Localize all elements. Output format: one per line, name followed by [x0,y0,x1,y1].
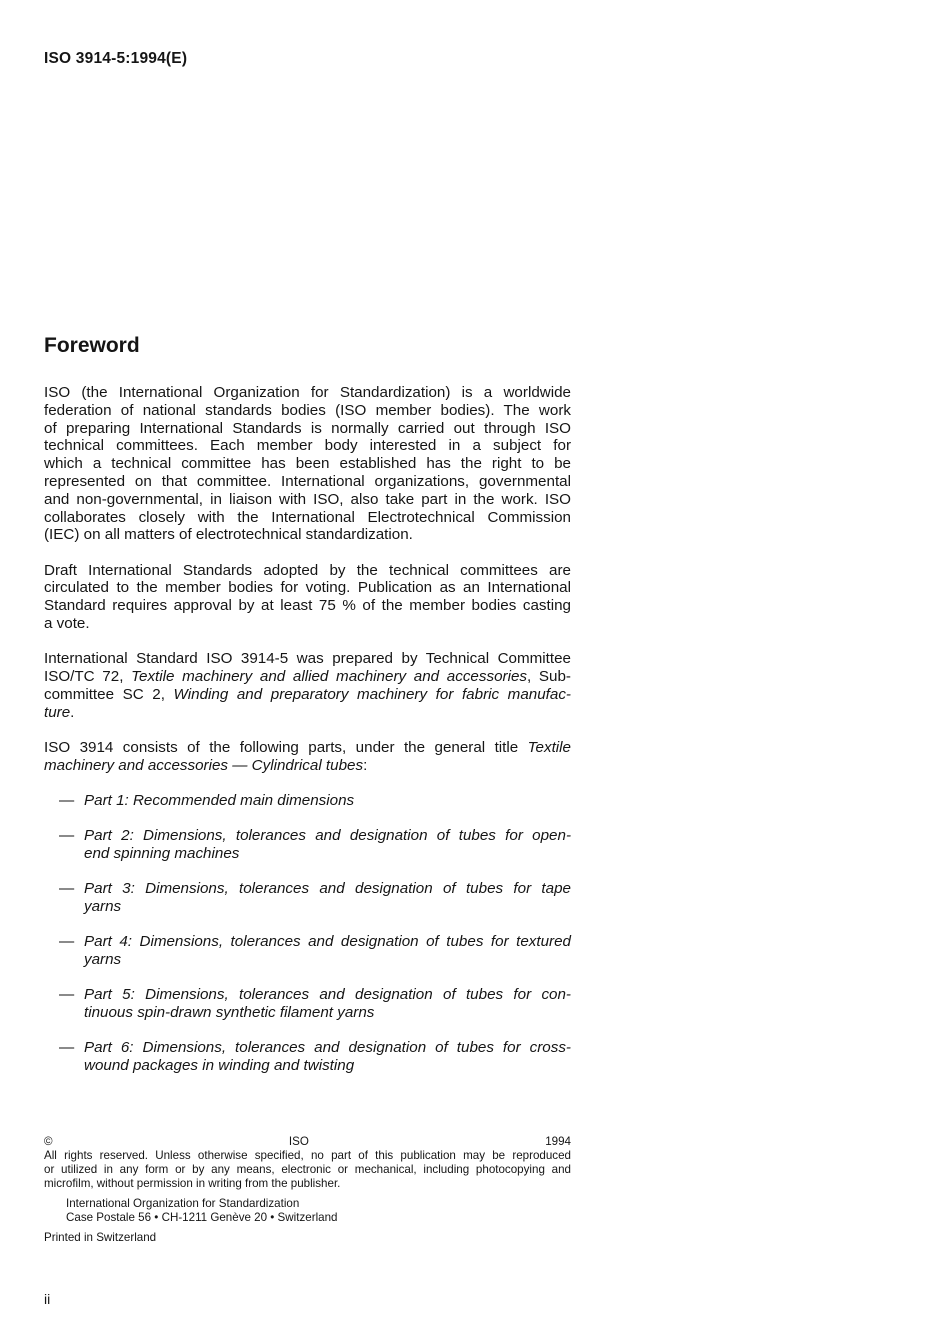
list-item [44,880,571,916]
italic-text: end spinning machines [84,844,240,862]
list-item [44,986,571,1022]
list-item [44,1039,571,1075]
text-span: Draft International Standards adopted by the technical committees are [44,561,571,579]
list-item [44,792,571,810]
list-dash: — [59,791,75,809]
italic-text: yarns [84,950,122,968]
italic-text: Part 3: Dimensions, tolerances and designation of tubes for tape [84,879,571,897]
document-id-header: ISO 3914-5:1994(E) [44,50,188,67]
text-span: ISO/TC 72, [44,667,132,685]
printed-in: Printed in Switzerland [44,1231,157,1244]
page-number: ii [44,1291,51,1307]
list-dash: — [59,879,75,897]
paragraph [44,384,571,544]
italic-text: ture [44,703,71,721]
text-span: represented on that committee. International organizations, governmental [44,472,571,490]
text-line [44,437,571,455]
text-line [44,473,571,491]
text-span: , Sub- [527,667,571,685]
list-dash: — [59,985,75,1003]
italic-text: Part 6: Dimensions, tolerances and designation of tubes for cross- [84,1038,571,1056]
copyright-line: © ISO 1994 [44,1135,571,1148]
italic-text: Winding and preparatory machinery for fabric manufac- [173,685,571,703]
list-item [44,827,571,863]
text-line [44,402,571,420]
rights-line: microfilm, without permission in writing from the publisher. [44,1177,341,1190]
list-item [44,933,571,969]
italic-text: machinery and accessories — Cylindrical tubes [44,756,364,774]
text-span: which a technical committee has been established has the right to be [44,455,571,473]
text-span: : [363,756,368,774]
text-line [44,579,571,597]
text-line [84,792,571,810]
text-span: federation of national standards bodies (ISO member bodies). The work [44,401,571,419]
paragraph [44,650,571,721]
italic-text: Part 5: Dimensions, tolerances and designation of tubes for con- [84,985,571,1003]
text-line [44,562,571,580]
italic-text: yarns [84,897,122,915]
list-dash: — [59,1038,75,1056]
text-span: circulated to the member bodies for voting. Publication as an International [44,579,571,597]
text-line [44,615,571,633]
text-line [84,880,571,898]
text-span: (IEC) on all matters of electrotechnical standardization. [44,526,413,544]
italic-text: Part 2: Dimensions, tolerances and designation of tubes for open- [84,826,571,844]
paragraph [44,739,571,775]
paragraphs [44,384,571,774]
paragraph [44,562,571,633]
text-span: Standard requires approval by at least 75 % of the member bodies casting [44,597,571,615]
text-line [44,704,571,722]
address-line: International Organization for Standardization [66,1197,300,1210]
rights-line: or utilized in any form or by any means, electronic or mechanical, including photocopying and [44,1163,571,1176]
text-line [84,1057,571,1075]
list-dash: — [59,932,75,950]
page-title: Foreword [44,334,140,357]
text-line [44,491,571,509]
italic-text: Part 4: Dimensions, tolerances and designation of tubes for textured [84,932,571,950]
text-line [44,420,571,438]
text-span: collaborates closely with the International Electrotechnical Commission [44,508,571,526]
list-dash: — [59,826,75,844]
text-span: ISO 3914 consists of the following parts, under the general title [44,738,528,756]
text-line [44,455,571,473]
text-line [44,668,571,686]
foreword-body [44,384,571,1092]
text-span: ISO (the International Organization for Standardization) is a worldwide [44,384,571,401]
italic-text: wound packages in winding and twisting [84,1056,355,1074]
text-span: committee SC 2, [44,685,174,703]
italic-text: Textile [527,738,571,756]
text-line [44,686,571,704]
text-line [44,509,571,527]
text-line [44,757,571,775]
copyright-notice [44,1135,571,1245]
text-line [84,1004,571,1022]
italic-text: tinuous spin-drawn synthetic filament yarns [84,1003,375,1021]
text-line [44,526,571,544]
italic-text: Textile machinery and allied machinery and accessories [131,667,527,685]
text-span: technical committees. Each member body interested in a subject for [44,437,571,455]
text-line [84,986,571,1004]
text-line [44,384,571,402]
text-span: International Standard ISO 3914-5 was prepared by Technical Committee [44,650,571,668]
text-span: a vote. [44,614,90,632]
text-span: of preparing International Standards is normally carried out through ISO [44,419,571,437]
text-line [84,827,571,845]
text-line [84,845,571,863]
text-line [44,597,571,615]
text-line [84,951,571,969]
text-line [84,1039,571,1057]
text-line [84,933,571,951]
text-line [44,650,571,668]
italic-text: Part 1: Recommended main dimensions [84,791,355,809]
rights-line: All rights reserved. Unless otherwise specified, no part of this publication may be reproduced [44,1149,571,1162]
text-span: . [70,703,75,721]
text-span: and non-governmental, in liaison with ISO, also take part in the work. ISO [44,490,571,508]
address-line: Case Postale 56 • CH-1211 Genève 20 • Switzerland [66,1211,338,1224]
text-line [84,898,571,916]
text-line [44,739,571,757]
parts-list [44,792,571,1075]
